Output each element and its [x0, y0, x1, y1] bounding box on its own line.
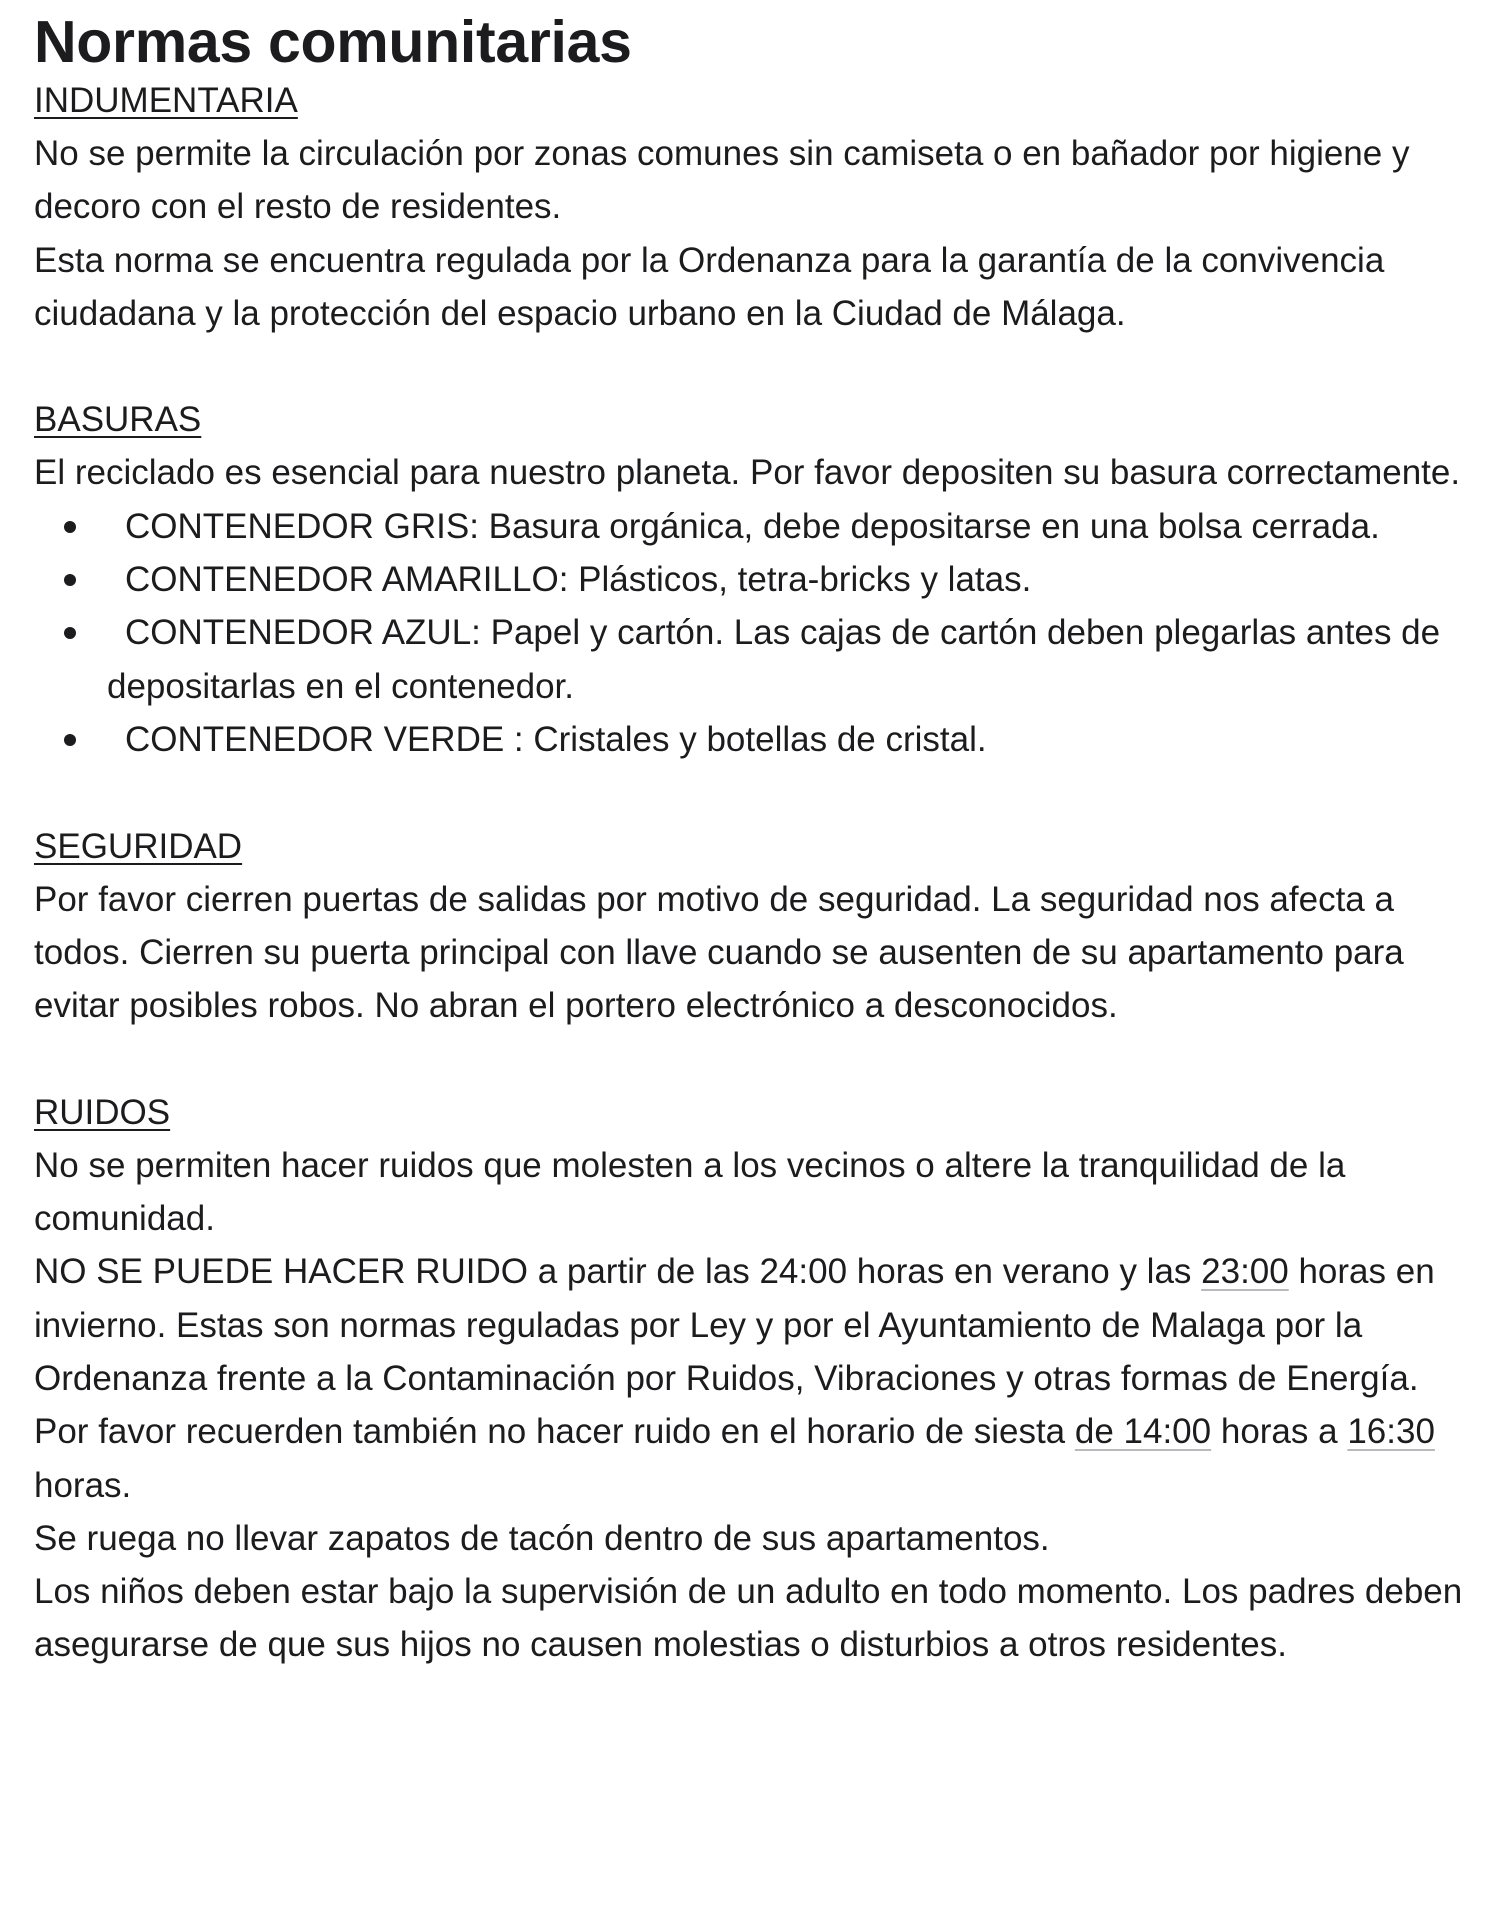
bin-amarillo-text: CONTENEDOR AMARILLO: Plásticos, tetra-bricks y latas.: [125, 560, 1032, 600]
section-heading-seguridad: SEGURIDAD: [34, 826, 243, 866]
bullet-icon: [64, 734, 76, 746]
indumentaria-paragraph-1: No se permite la circulación por zonas comunes sin camiseta o en bañador por higiene y decoro con el resto de residentes.: [34, 134, 1410, 227]
ruidos-paragraph-5: Los niños deben estar bajo la supervisión de un adulto en todo momento. Los padres deben asegurarse de que sus hijos no causen molestias o disturbios a otros residentes.: [34, 1572, 1463, 1665]
ruidos-paragraph-3-start: Por favor recuerden también no hacer ruido en el horario de siesta: [34, 1412, 1075, 1452]
ruidos-paragraph-3: [34, 1405, 1494, 1512]
time-link-23[interactable]: 23:00: [1201, 1252, 1289, 1292]
ruidos-paragraph-1: No se permiten hacer ruidos que molesten a los vecinos o altere la tranquilidad de la comunidad.: [34, 1145, 1346, 1239]
bin-gris-text: CONTENEDOR GRIS: Basura orgánica, debe depositarse en una bolsa cerrada.: [125, 506, 1380, 546]
seguridad-paragraph-1: Por favor cierren puertas de salidas por motivo de seguridad. La seguridad nos afecta a todos. Cierren su puerta principal con llave cuando se ausenten de su apartamento para evitar posibles robos. No abran el portero electrónico a desconocidos.: [34, 879, 1404, 1026]
section-heading-ruidos: RUIDOS: [34, 1092, 171, 1132]
list-item: [34, 713, 1494, 766]
list-item: [34, 606, 1494, 713]
section-spacer: [34, 340, 1494, 393]
ruidos-paragraph-2: [34, 1245, 1494, 1405]
section-ruidos: [34, 1086, 1494, 1672]
ruidos-paragraph-3-mid: horas a: [1211, 1412, 1348, 1452]
ruidos-paragraph-2-end: horas en invierno. Estas son normas reguladas por Ley y por el Ayuntamiento de Malaga por la Ordenanza frente a la Contaminación por Ruidos, Vibraciones y otras formas de Energía.: [34, 1252, 1435, 1398]
bullet-icon: [64, 521, 76, 533]
list-item: [34, 500, 1494, 553]
bullet-icon: [64, 574, 76, 586]
section-seguridad: [34, 820, 1494, 1033]
bin-azul-text: CONTENEDOR AZUL: Papel y cartón. Las cajas de cartón deben plegarlas antes de depositarlas en el contenedor.: [107, 613, 1441, 706]
section-indumentaria: [34, 74, 1494, 340]
bin-verde-text: CONTENEDOR VERDE : Cristales y botellas de cristal.: [125, 719, 987, 759]
time-link-1630[interactable]: 16:30: [1347, 1412, 1435, 1452]
bin-list: [34, 500, 1494, 766]
ruidos-paragraph-2-start: NO SE PUEDE HACER RUIDO a partir de las 24:00 horas en verano y las: [34, 1252, 1202, 1292]
section-basuras: [34, 393, 1494, 766]
section-spacer: [34, 1032, 1494, 1085]
section-spacer: [34, 766, 1494, 819]
bullet-icon: [64, 627, 76, 639]
time-link-14[interactable]: de 14:00: [1074, 1412, 1212, 1452]
page-title: Normas comunitarias: [34, 9, 632, 75]
document-page: [34, 0, 1494, 1672]
section-heading-indumentaria: INDUMENTARIA: [34, 81, 298, 120]
list-item: [34, 553, 1494, 606]
ruidos-paragraph-4: Se ruega no llevar zapatos de tacón dentro de sus apartamentos.: [34, 1518, 1050, 1558]
basuras-paragraph-1: El reciclado es esencial para nuestro planeta. Por favor depositen su basura correctamente.: [34, 453, 1461, 493]
section-heading-basuras: BASURAS: [34, 400, 202, 440]
indumentaria-paragraph-2: Esta norma se encuentra regulada por la Ordenanza para la garantía de la convivencia ciudadana y la protección del espacio urbano en la Ciudad de Málaga.: [34, 240, 1385, 333]
ruidos-paragraph-3-end: horas.: [34, 1465, 132, 1505]
